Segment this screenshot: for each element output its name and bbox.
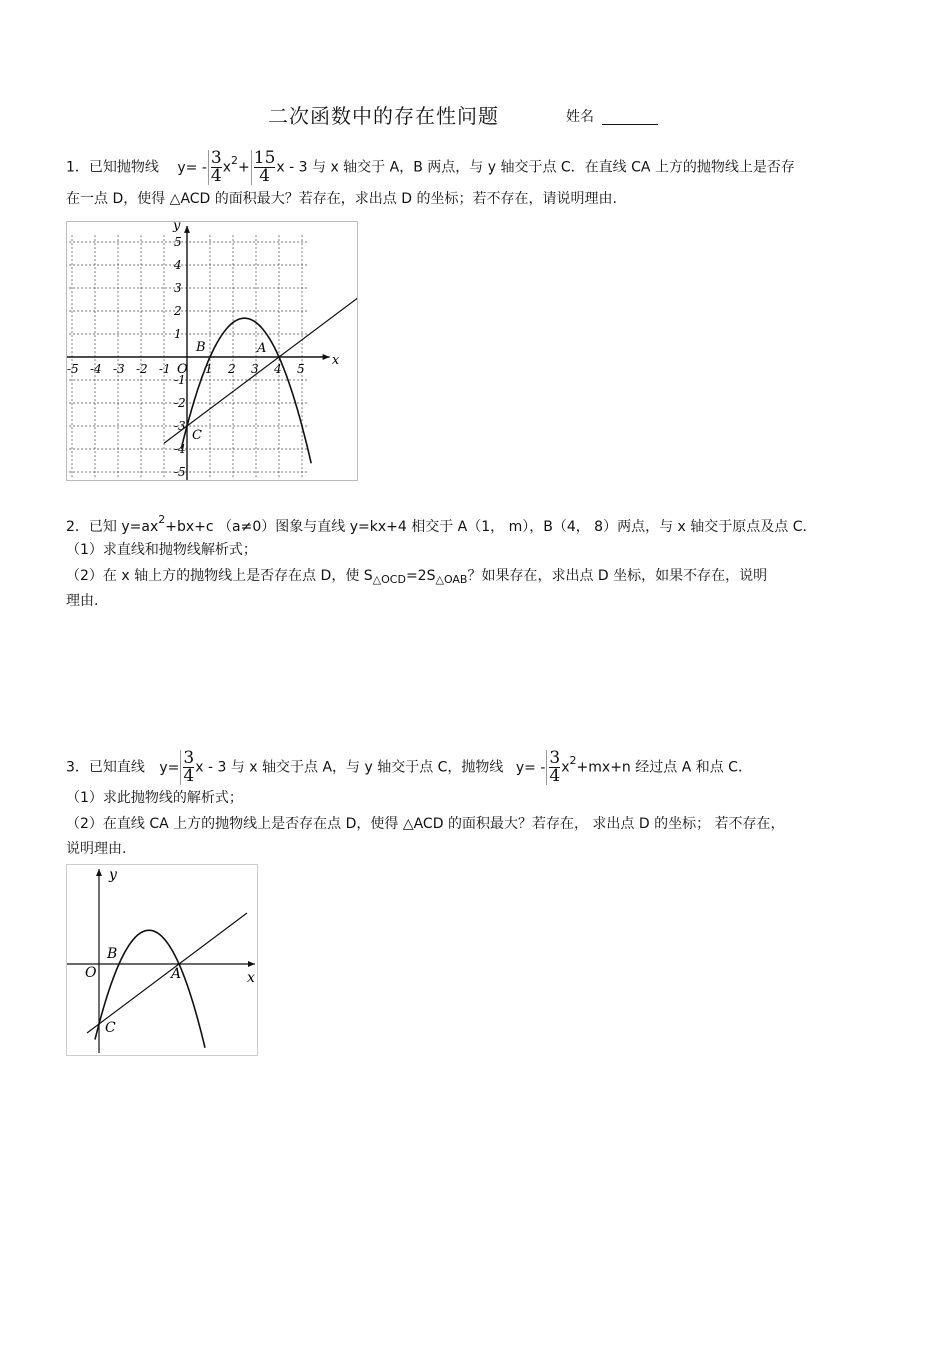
origin-label: O [177, 362, 188, 377]
q2-line1 [66, 513, 817, 537]
q3-exponent: 2 [569, 753, 577, 767]
point-label-b: B [196, 340, 206, 355]
q1-rest: x - 3 与 x 轴交于 A，B 两点，与 y 轴交于点 C．在直线 CA 上方的抛物线上是否存 [276, 159, 795, 176]
q3-eq2-prefix: y= - [515, 759, 546, 776]
y-tick-label: -5 [174, 465, 186, 479]
q3-part2-end: 说明理由. [66, 841, 127, 857]
x-tick-label: -4 [90, 362, 102, 376]
q1-line2: 在一点 D，使得 △ACD 的面积最大？若存在，求出点 D 的坐标；若不存在，请说明理由. [66, 191, 617, 207]
line-ca [87, 913, 247, 1033]
q1-fraction-1: $\frac{3}{4}$ [208, 150, 222, 185]
x-tick-label: 1 [205, 362, 213, 376]
q2-line1-b: +bx+c （a≠0）图象与直线 y=kx+4 相交于 A（1， m），B（4， 8）两点，与 x 轴交于原点及点 C． [165, 519, 817, 535]
x-tick-label: -1 [159, 362, 171, 376]
y-tick-label: -1 [174, 373, 186, 387]
name-label: 姓名 [566, 109, 594, 125]
q2-line1-a: 2．已知 y=ax [66, 519, 159, 535]
figure-1-graph [66, 221, 358, 481]
point-label-a: A [257, 341, 267, 356]
y-axis-arrow [184, 226, 190, 233]
y-tick-label: -3 [174, 419, 186, 433]
q1-exponent: 2 [231, 153, 239, 167]
q1-fraction-2: $\frac{15}{4}$ [251, 150, 276, 185]
y-axis-label: y [109, 867, 117, 883]
q3-mid: x - 3 与 x 轴交于点 A，与 y 轴交于点 C，抛物线 [195, 759, 504, 776]
q2-part2-c: ？如果存在，求出点 D 坐标，如果不存在，说明 [467, 568, 768, 584]
point-label-b: B [107, 946, 118, 962]
q2-part2-a: （2）在 x 轴上方的抛物线上是否存在点 D，使 S [66, 568, 373, 584]
q3-x: x [561, 759, 570, 776]
q3-fraction-1: $\frac{3}{4}$ [180, 750, 194, 785]
x-axis-label: x [247, 970, 255, 986]
y-tick-label: 4 [174, 258, 182, 272]
q3-part2: （2）在直线 CA 上方的抛物线上是否存在点 D，使得 △ACD 的面积最大？若存在， 求出点 D 的坐标； 若不存在， [66, 816, 785, 832]
q3-line1 [66, 750, 752, 785]
q2-subscript-1: △OCD [372, 573, 406, 586]
q3-fraction-2: $\frac{3}{4}$ [546, 750, 560, 785]
y-tick-label: -2 [174, 396, 186, 410]
q1-number: 1．已知抛物线 [66, 159, 159, 176]
point-label-c: C [105, 1020, 116, 1036]
y-tick-label: 1 [174, 327, 182, 341]
q1-eq-prefix: y= - [177, 159, 207, 176]
page-title: 二次函数中的存在性问题 [268, 104, 499, 128]
y-tick-label: 3 [174, 281, 182, 295]
q1-plus: + [238, 159, 250, 176]
q3-tail: +mx+n 经过点 A 和点 C． [576, 759, 752, 776]
x-tick-label: -2 [136, 362, 148, 376]
line-ca [164, 295, 357, 443]
figure-1-svg [67, 222, 357, 480]
x-tick-label: 3 [251, 362, 259, 376]
y-axis-label: y [173, 222, 181, 234]
point-label-a: A [171, 966, 182, 982]
x-tick-label: 2 [228, 362, 236, 376]
q2-subscript-2: △OAB [435, 573, 468, 586]
x-axis-arrow [323, 354, 330, 360]
point-label-c: C [192, 428, 202, 443]
q2-part2 [66, 567, 767, 586]
q3-number: 3．已知直线 [66, 759, 145, 776]
x-tick-label: -3 [113, 362, 125, 376]
q2-part1: （1）求直线和抛物线解析式； [66, 542, 257, 558]
q1-x: x [222, 159, 232, 176]
y-tick-label: -4 [174, 442, 186, 456]
figure-2-svg [67, 865, 257, 1055]
y-tick-label: 2 [174, 304, 182, 318]
q3-part1: （1）求此抛物线的解析式； [66, 790, 243, 806]
x-tick-label: -5 [67, 362, 79, 376]
x-tick-label: 5 [297, 362, 305, 376]
q3-eq-prefix: y= [159, 759, 180, 776]
figure-2-graph [66, 864, 258, 1056]
x-axis-arrow [248, 961, 255, 967]
q2-part2-end: 理由. [66, 593, 99, 609]
x-tick-label: 4 [274, 362, 282, 376]
x-axis-label: x [331, 353, 340, 368]
q2-exponent: 2 [158, 513, 166, 526]
y-axis-arrow [96, 869, 102, 876]
q1-line1 [66, 150, 795, 185]
name-blank-line [602, 124, 658, 125]
q2-part2-b: =2S [405, 568, 436, 584]
origin-label: O [85, 965, 97, 981]
y-tick-label: 5 [174, 235, 182, 249]
